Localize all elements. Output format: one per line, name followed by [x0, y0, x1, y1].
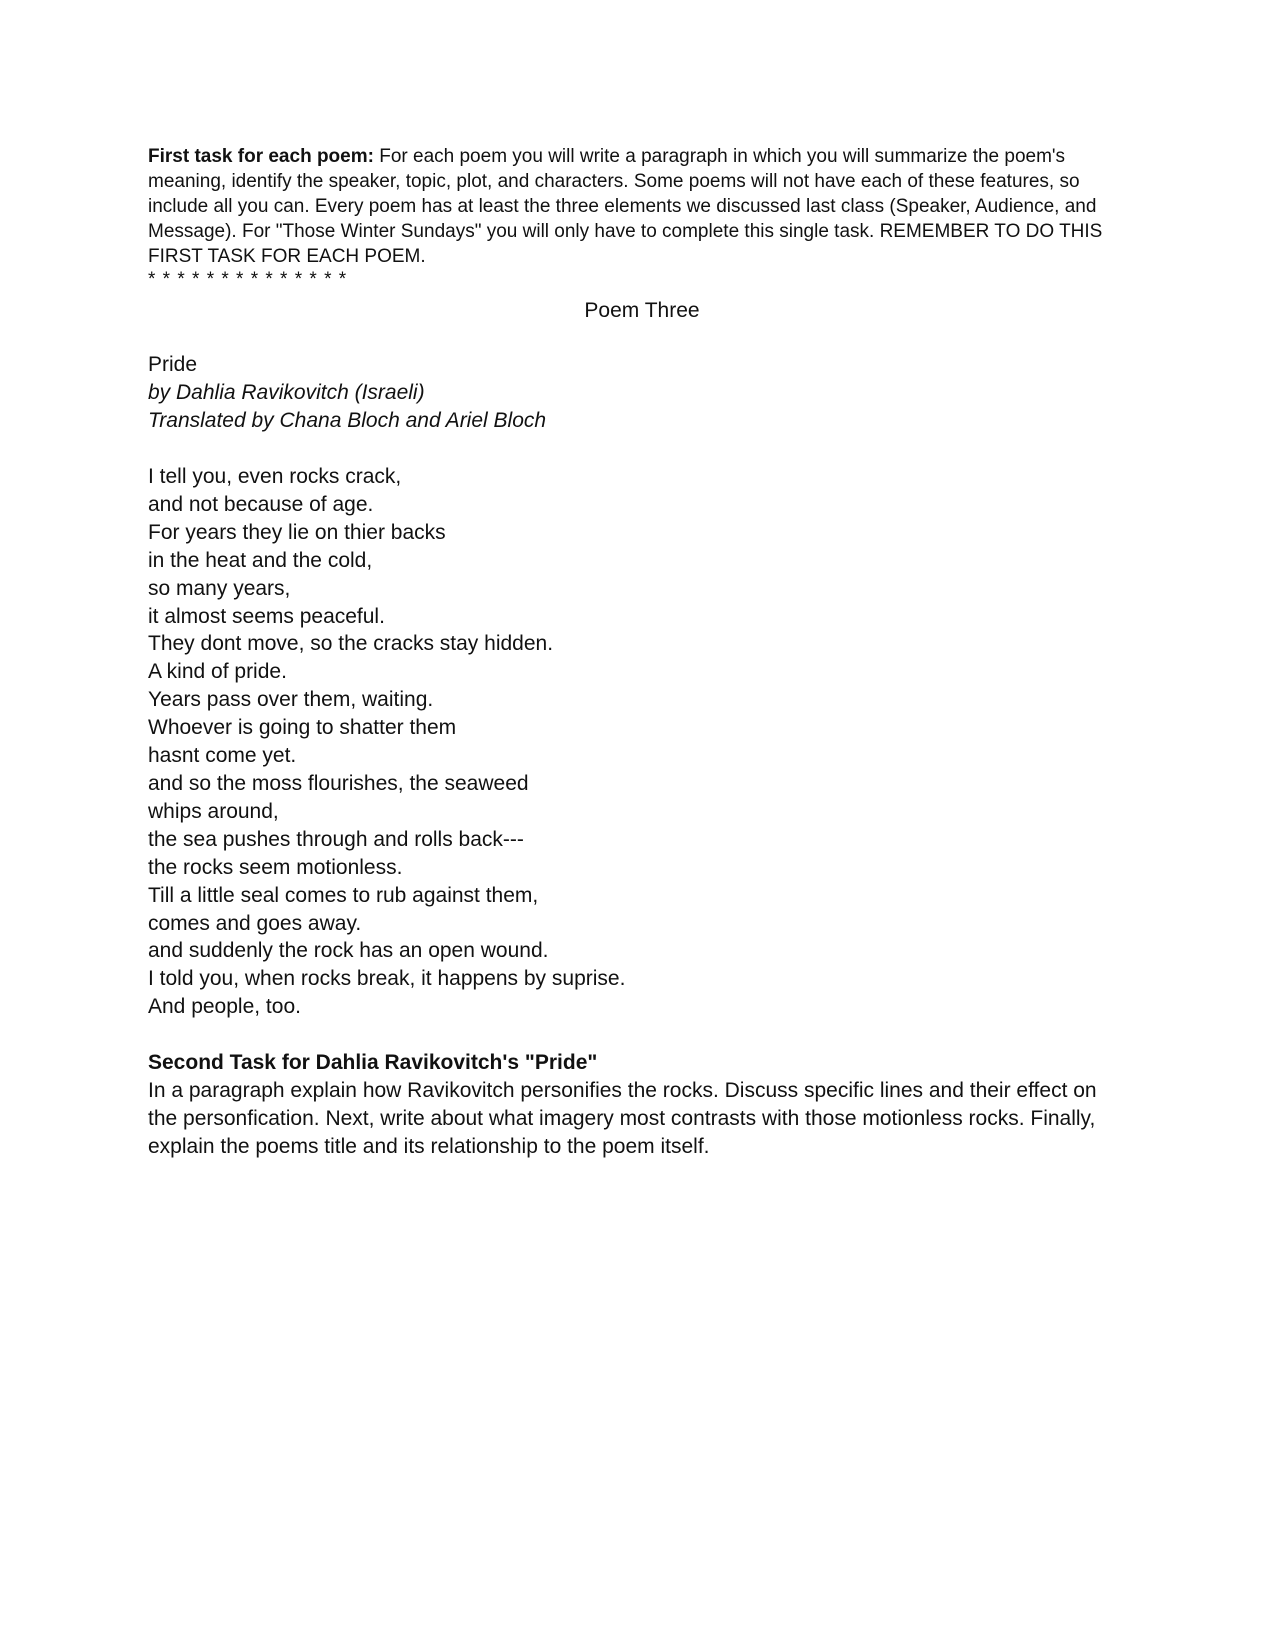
poem-line: Years pass over them, waiting. — [148, 688, 434, 712]
poem-line: comes and goes away. — [148, 911, 362, 935]
poem-line: it almost seems peaceful. — [148, 604, 385, 628]
second-task-section — [148, 1049, 1128, 1161]
poem-header — [148, 351, 1128, 435]
second-task-text: In a paragraph explain how Ravikovitch personifies the rocks. Discuss specific lines and their effect on the personfication. Next, write about what imagery most contrasts with those motionless rocks. Finally, explain the poems title and its relationship to the poem itself. — [148, 1079, 1097, 1159]
poem-line: Till a little seal comes to rub against them, — [148, 883, 539, 907]
poem-line: whips around, — [148, 799, 279, 823]
poem-line: I told you, when rocks break, it happens by suprise. — [148, 967, 626, 991]
document-page — [148, 144, 1128, 1161]
poem-line: hasnt come yet. — [148, 744, 297, 768]
poem-line: the sea pushes through and rolls back--- — [148, 827, 524, 851]
poem-line: in the heat and the cold, — [148, 548, 373, 572]
poem-line: A kind of pride. — [148, 660, 287, 684]
poem-line: so many years, — [148, 576, 291, 600]
poem-translators: Translated by Chana Bloch and Ariel Bloch — [148, 409, 547, 432]
poem-line: and so the moss flourishes, the seaweed — [148, 771, 529, 795]
poem-line: the rocks seem motionless. — [148, 855, 403, 879]
first-task-lead: First task for each poem: — [148, 146, 374, 167]
poem-line: And people, too. — [148, 995, 301, 1019]
poem-body — [148, 463, 1128, 1021]
poem-line: and suddenly the rock has an open wound. — [148, 939, 549, 963]
poem-line: For years they lie on thier backs — [148, 520, 446, 544]
poem-number-heading: Poem Three — [584, 299, 700, 322]
poem-line: Whoever is going to shatter them — [148, 716, 457, 740]
section-divider: * * * * * * * * * * * * * * — [148, 269, 348, 290]
poem-author: by Dahlia Ravikovitch (Israeli) — [148, 381, 425, 404]
poem-line: They dont move, so the cracks stay hidden. — [148, 632, 554, 656]
first-task-paragraph — [148, 144, 1128, 269]
poem-line: and not because of age. — [148, 492, 374, 516]
poem-line: I tell you, even rocks crack, — [148, 465, 402, 488]
first-task-text: For each poem you will write a paragraph in which you will summarize the poem's meaning, identify the speaker, topic, plot, and characters. Some poems will not have each of these features, so include all you can. Every poem has at least the three elements we discussed last class (Speaker, Audience, and Message). For "Those Winter Sundays" you will only have to complete this single task. REMEMBER TO DO THIS FIRST TASK FOR EACH POEM. — [148, 146, 1103, 267]
poem-title: Pride — [148, 353, 198, 376]
second-task-title: Second Task for Dahlia Ravikovitch's "Pride" — [148, 1051, 598, 1075]
